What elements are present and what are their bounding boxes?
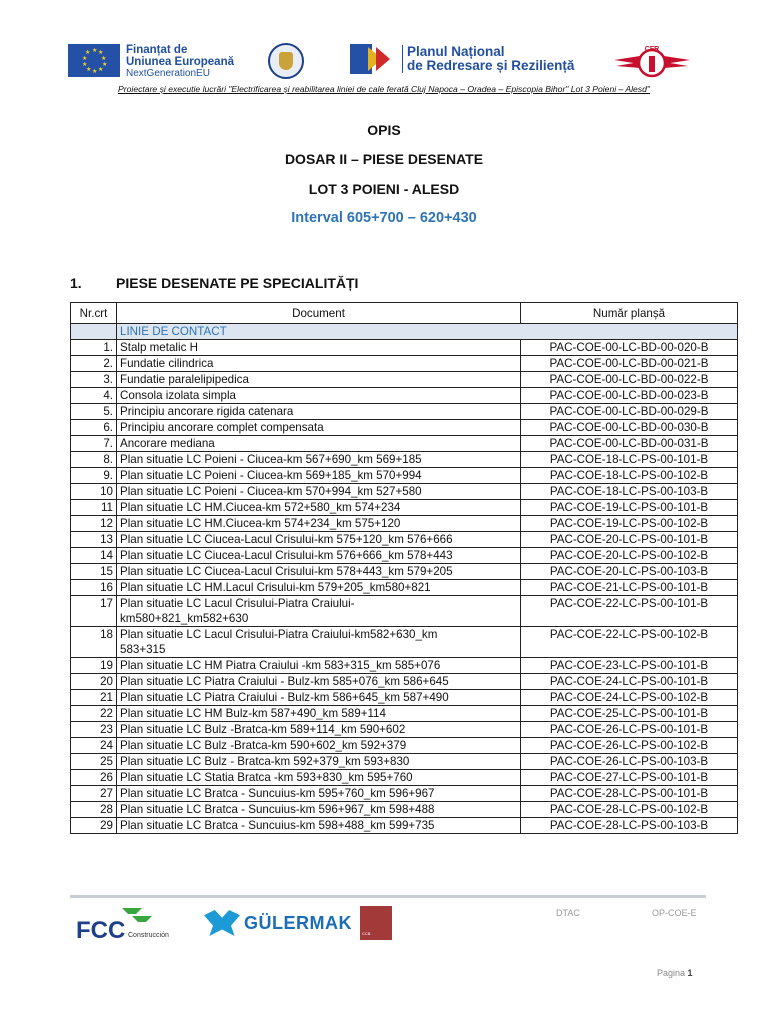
header-document: Document bbox=[117, 303, 521, 324]
ccb-label: CCB bbox=[362, 931, 371, 936]
footer-divider bbox=[70, 895, 706, 898]
category-row bbox=[71, 324, 738, 340]
table-row bbox=[71, 738, 738, 754]
row-document: Plan situatie LC Bulz - Bratca-km 592+379_km 593+830 bbox=[117, 754, 521, 770]
section-number: 1. bbox=[70, 275, 82, 291]
row-number: 23 bbox=[71, 722, 117, 738]
row-document: Plan situatie LC HM.Lacul Crisului-km 579+205_km580+821 bbox=[117, 580, 521, 596]
title-dosar: DOSAR II – PIESE DESENATE bbox=[284, 151, 484, 167]
row-plan-number: PAC-COE-00-LC-BD-00-023-B bbox=[521, 388, 738, 404]
row-plan-number: PAC-COE-26-LC-PS-00-101-B bbox=[521, 722, 738, 738]
row-number: 18 bbox=[71, 627, 117, 658]
pnrr-logo bbox=[350, 44, 574, 74]
table-row bbox=[71, 770, 738, 786]
gulermak-label: GÜLERMAK bbox=[244, 912, 352, 933]
row-document: Plan situatie LC Bratca - Suncuius-km 598+488_km 599+735 bbox=[117, 818, 521, 834]
eu-flag-icon: ★ ★ ★ ★ ★ ★ ★ ★ ★ ★ bbox=[68, 44, 120, 77]
fcc-logo-icon bbox=[76, 906, 156, 946]
table-row bbox=[71, 388, 738, 404]
row-plan-number: PAC-COE-19-LC-PS-00-101-B bbox=[521, 500, 738, 516]
table-row bbox=[71, 802, 738, 818]
row-number: 29 bbox=[71, 818, 117, 834]
row-number: 3. bbox=[71, 372, 117, 388]
ccb-logo-icon bbox=[360, 906, 392, 940]
romanian-government-seal-icon bbox=[268, 43, 304, 79]
row-number: 13 bbox=[71, 532, 117, 548]
table-row bbox=[71, 627, 738, 658]
row-document: Plan situatie LC Ciucea-Lacul Crisului-km 578+443_km 579+205 bbox=[117, 564, 521, 580]
cfr-winged-logo-icon bbox=[612, 42, 692, 82]
table-row bbox=[71, 372, 738, 388]
row-document: Stalp metalic H bbox=[117, 340, 521, 356]
row-number: 15 bbox=[71, 564, 117, 580]
table-row bbox=[71, 564, 738, 580]
row-plan-number: PAC-COE-00-LC-BD-00-031-B bbox=[521, 436, 738, 452]
row-document: Plan situatie LC Statia Bratca -km 593+830_km 595+760 bbox=[117, 770, 521, 786]
table-row bbox=[71, 468, 738, 484]
row-number: 22 bbox=[71, 706, 117, 722]
row-document: Plan situatie LC Lacul Crisului-Piatra Craiului-km582+630_km 583+315 bbox=[117, 627, 521, 658]
row-document: Plan situatie LC Ciucea-Lacul Crisului-km 576+666_km 578+443 bbox=[117, 548, 521, 564]
row-document: Plan situatie LC HM.Ciucea-km 574+234_km 575+120 bbox=[117, 516, 521, 532]
row-number: 6. bbox=[71, 420, 117, 436]
row-document: Plan situatie LC Ciucea-Lacul Crisului-km 575+120_km 576+666 bbox=[117, 532, 521, 548]
table-header-row bbox=[71, 303, 738, 324]
row-plan-number: PAC-COE-18-LC-PS-00-102-B bbox=[521, 468, 738, 484]
table-row bbox=[71, 722, 738, 738]
table-row bbox=[71, 754, 738, 770]
footer-doc-code: OP-COE-E bbox=[652, 908, 697, 918]
table-row bbox=[71, 500, 738, 516]
row-plan-number: PAC-COE-00-LC-BD-00-030-B bbox=[521, 420, 738, 436]
pnrr-line1: Planul Național bbox=[407, 44, 505, 59]
row-plan-number: PAC-COE-27-LC-PS-00-101-B bbox=[521, 770, 738, 786]
row-number: 10 bbox=[71, 484, 117, 500]
row-plan-number: PAC-COE-26-LC-PS-00-102-B bbox=[521, 738, 738, 754]
table-row bbox=[71, 580, 738, 596]
section-title: PIESE DESENATE PE SPECIALITĂȚI bbox=[116, 275, 359, 291]
row-plan-number: PAC-COE-00-LC-BD-00-022-B bbox=[521, 372, 738, 388]
row-number: 1. bbox=[71, 340, 117, 356]
table-row bbox=[71, 690, 738, 706]
table-row bbox=[71, 356, 738, 372]
section-heading bbox=[70, 275, 358, 291]
row-plan-number: PAC-COE-21-LC-PS-00-101-B bbox=[521, 580, 738, 596]
row-document: Plan situatie LC Bratca - Suncuius-km 595+760_km 596+967 bbox=[117, 786, 521, 802]
table-row bbox=[71, 674, 738, 690]
table-row bbox=[71, 818, 738, 834]
eu-funding-logo bbox=[68, 44, 234, 80]
row-number: 24 bbox=[71, 738, 117, 754]
row-number: 7. bbox=[71, 436, 117, 452]
row-plan-number: PAC-COE-23-LC-PS-00-101-B bbox=[521, 658, 738, 674]
row-plan-number: PAC-COE-18-LC-PS-00-101-B bbox=[521, 452, 738, 468]
row-number: 21 bbox=[71, 690, 117, 706]
row-plan-number: PAC-COE-18-LC-PS-00-103-B bbox=[521, 484, 738, 500]
table-row bbox=[71, 484, 738, 500]
row-number: 20 bbox=[71, 674, 117, 690]
table-row bbox=[71, 420, 738, 436]
pnrr-line2: de Redresare și Reziliență bbox=[407, 58, 575, 73]
row-number: 17 bbox=[71, 596, 117, 627]
row-number: 25 bbox=[71, 754, 117, 770]
title-lot: LOT 3 POIENI - ALESD bbox=[308, 181, 460, 197]
opis-table bbox=[70, 302, 738, 834]
row-document: Consola izolata simpla bbox=[117, 388, 521, 404]
title-interval: Interval 605+700 – 620+430 bbox=[291, 210, 477, 226]
row-document: Plan situatie LC HM.Ciucea-km 572+580_km 574+234 bbox=[117, 500, 521, 516]
row-plan-number: PAC-COE-28-LC-PS-00-101-B bbox=[521, 786, 738, 802]
row-number: 9. bbox=[71, 468, 117, 484]
row-number: 16 bbox=[71, 580, 117, 596]
row-document: Ancorare mediana bbox=[117, 436, 521, 452]
row-plan-number: PAC-COE-00-LC-BD-00-029-B bbox=[521, 404, 738, 420]
row-document: Plan situatie LC Lacul Crisului-Piatra Craiului- km580+821_km582+630 bbox=[117, 596, 521, 627]
table-row bbox=[71, 436, 738, 452]
row-document: Fundatie paralelipipedica bbox=[117, 372, 521, 388]
eu-line2: Uniunea Europeană bbox=[126, 56, 234, 68]
row-number: 12 bbox=[71, 516, 117, 532]
footer-dtac: DTAC bbox=[556, 908, 580, 918]
row-document: Principiu ancorare rigida catenara bbox=[117, 404, 521, 420]
table-row bbox=[71, 516, 738, 532]
row-plan-number: PAC-COE-20-LC-PS-00-101-B bbox=[521, 532, 738, 548]
row-number: 26 bbox=[71, 770, 117, 786]
table-row bbox=[71, 706, 738, 722]
row-number: 11 bbox=[71, 500, 117, 516]
header-plan-number: Număr planșă bbox=[521, 303, 738, 324]
row-plan-number: PAC-COE-19-LC-PS-00-102-B bbox=[521, 516, 738, 532]
table-row bbox=[71, 786, 738, 802]
row-document: Plan situatie LC HM Piatra Craiului -km 583+315_km 585+076 bbox=[117, 658, 521, 674]
row-document: Fundatie cilindrica bbox=[117, 356, 521, 372]
row-plan-number: PAC-COE-28-LC-PS-00-103-B bbox=[521, 818, 738, 834]
table-row bbox=[71, 340, 738, 356]
row-plan-number: PAC-COE-22-LC-PS-00-102-B bbox=[521, 627, 738, 658]
row-plan-number: PAC-COE-25-LC-PS-00-101-B bbox=[521, 706, 738, 722]
header-nr: Nr.crt bbox=[71, 303, 117, 324]
row-document: Plan situatie LC Poieni - Ciucea-km 567+690_km 569+185 bbox=[117, 452, 521, 468]
row-plan-number: PAC-COE-28-LC-PS-00-102-B bbox=[521, 802, 738, 818]
row-number: 2. bbox=[71, 356, 117, 372]
row-plan-number: PAC-COE-20-LC-PS-00-102-B bbox=[521, 548, 738, 564]
table-row bbox=[71, 532, 738, 548]
row-document: Plan situatie LC HM Bulz-km 587+490_km 589+114 bbox=[117, 706, 521, 722]
pnrr-flag-icon bbox=[350, 44, 380, 74]
row-number: 28 bbox=[71, 802, 117, 818]
table-row bbox=[71, 452, 738, 468]
project-description: Proiectare și executie lucrări "Electrificarea și reabilitarea liniei de cale ferată Cluj Napoca – Oradea – Episcopia Bihor" Lot 3 Poieni – Alesd" bbox=[118, 84, 650, 94]
fcc-subtitle: Construcción bbox=[128, 932, 169, 939]
table-row bbox=[71, 404, 738, 420]
row-number: 14 bbox=[71, 548, 117, 564]
row-number: 4. bbox=[71, 388, 117, 404]
page-number: Pagina 1 bbox=[657, 968, 693, 978]
row-plan-number: PAC-COE-24-LC-PS-00-102-B bbox=[521, 690, 738, 706]
table-row bbox=[71, 596, 738, 627]
row-document: Plan situatie LC Bratca - Suncuius-km 596+967_km 598+488 bbox=[117, 802, 521, 818]
row-document: Principiu ancorare complet compensata bbox=[117, 420, 521, 436]
eu-line1: Finanțat de bbox=[126, 44, 188, 56]
row-document: Plan situatie LC Piatra Craiului - Bulz-km 586+645_km 587+490 bbox=[117, 690, 521, 706]
row-plan-number: PAC-COE-24-LC-PS-00-101-B bbox=[521, 674, 738, 690]
row-number: 5. bbox=[71, 404, 117, 420]
row-plan-number: PAC-COE-20-LC-PS-00-103-B bbox=[521, 564, 738, 580]
row-plan-number: PAC-COE-00-LC-BD-00-021-B bbox=[521, 356, 738, 372]
row-number: 19 bbox=[71, 658, 117, 674]
row-plan-number: PAC-COE-22-LC-PS-00-101-B bbox=[521, 596, 738, 627]
fcc-label: FCC bbox=[76, 917, 126, 944]
table-row bbox=[71, 658, 738, 674]
gulermak-logo-icon bbox=[204, 910, 240, 936]
row-plan-number: PAC-COE-26-LC-PS-00-103-B bbox=[521, 754, 738, 770]
row-document: Plan situatie LC Bulz -Bratca-km 589+114_km 590+602 bbox=[117, 722, 521, 738]
row-number: 27 bbox=[71, 786, 117, 802]
row-document: Plan situatie LC Bulz -Bratca-km 590+602_km 592+379 bbox=[117, 738, 521, 754]
table-row bbox=[71, 548, 738, 564]
gulermak-logo bbox=[204, 910, 352, 936]
cfr-label: CFR bbox=[644, 46, 660, 53]
row-plan-number: PAC-COE-00-LC-BD-00-020-B bbox=[521, 340, 738, 356]
category-label: LINIE DE CONTACT bbox=[117, 324, 738, 340]
eu-line3: NextGenerationEU bbox=[126, 68, 210, 79]
row-document: Plan situatie LC Piatra Craiului - Bulz-km 585+076_km 586+645 bbox=[117, 674, 521, 690]
row-document: Plan situatie LC Poieni - Ciucea-km 569+185_km 570+994 bbox=[117, 468, 521, 484]
row-document: Plan situatie LC Poieni - Ciucea-km 570+994_km 527+580 bbox=[117, 484, 521, 500]
row-number: 8. bbox=[71, 452, 117, 468]
title-opis: OPIS bbox=[367, 122, 401, 138]
